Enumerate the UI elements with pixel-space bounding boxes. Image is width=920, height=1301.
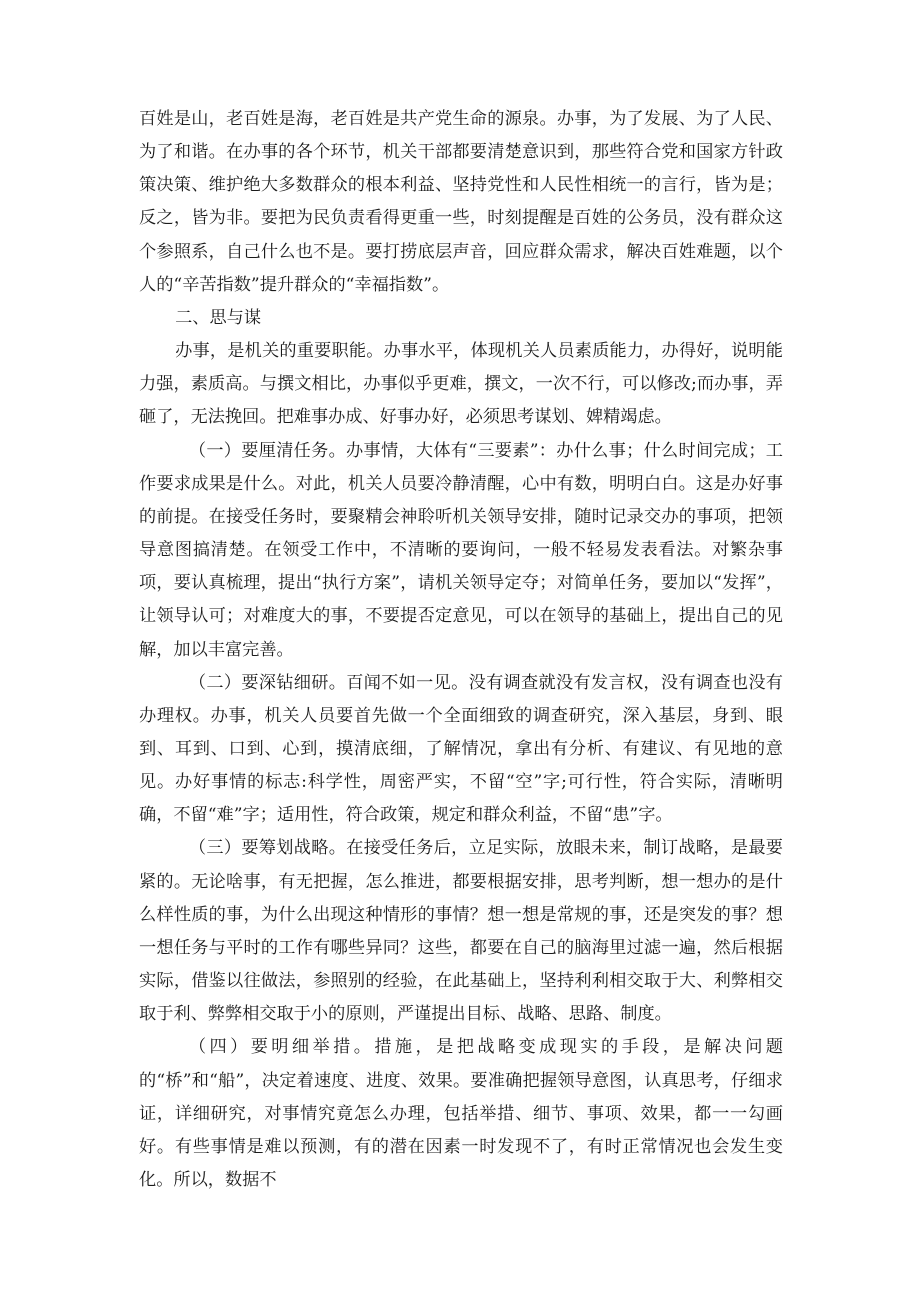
paragraph-item-4: （四）要明细举措。措施，是把战略变成现实的手段，是解决问题的“桥”和“船”，决定着速度、进度、效果。要准确把握领导意图，认真思考，仔细求证，详细研究，对事情究竟怎么办理，包括举措、细节、事项、效果，都一一勾画好。有些事情是难以预测，有的潜在因素一时发现不了，有时正常情况也会发生变化。所以，数据不 (139, 1037, 783, 1190)
document-body (139, 103, 783, 1197)
paragraph-item-3: （三）要筹划战略。在接受任务后，立足实际，放眼未来，制订战略，是最要紧的。无论啥事，有无把握，怎么推进，都要根据安排，思考判断，想一想办的是什么样性质的事，为什么出现这种情形的事情？想一想是常规的事，还是突发的事？想一想任务与平时的工作有哪些异同？这些，都要在自己的脑海里过滤一遍，然后根据实际，借鉴以往做法，参照别的经验，在此基础上，坚持利利相交取于大、利弊相交取于利、弊弊相交取于小的原则，严谨提出目标、战略、思路、制度。 (139, 838, 783, 1025)
paragraph-item-1: （一）要厘清任务。办事情，大体有“三要素”：办什么事；什么时间完成；工作要求成果是什么。对此，机关人员要冷静清醒，心中有数，明明白白。这是办好事的前提。在接受任务时，要聚精会神聆听机关领导安排，随时记录交办的事项，把领导意图搞清楚。在领受工作中，不清晰的要询问，一般不轻易发表看法。对繁杂事项，要认真梳理，提出“执行方案”，请机关领导定夺；对简单任务，要加以“发挥”，让领导认可；对难度大的事，不要提否定意见，可以在领导的基础上，提出自己的见解，加以丰富完善。 (139, 440, 783, 660)
paragraph-item-2: （二）要深钻细研。百闻不如一见。没有调查就没有发言权，没有调查也没有办理权。办事，机关人员要首先做一个全面细致的调查研究，深入基层，身到、眼到、耳到、口到、心到，摸清底细，了解情况，拿出有分析、有建议、有见地的意见。办好事情的标志:科学性，周密严实，不留“空”字;可行性，符合实际，清晰明确，不留“难”字；适用性，符合政策，规定和群众利益，不留“患”字。 (139, 672, 783, 826)
section-heading: 二、思与谋 (175, 307, 262, 328)
paragraph-continuation: 百姓是山，老百姓是海，老百姓是共产党生命的源泉。办事，为了发展、为了人民、为了和谐。在办事的各个环节，机关干部都要清楚意识到，那些符合党和国家方针政策决策、维护绝大多数群众的根本利益、坚持党性和人民性相统一的言行，皆为是；反之，皆为非。要把为民负责看得更重一些，时刻提醒是百姓的公务员，没有群众这个参照系，自己什么也不是。要打捞底层声音，回应群众需求，解决百姓难题，以个人的“辛苦指数”提升群众的“幸福指数”。 (139, 109, 783, 295)
paragraph-intro: 办事，是机关的重要职能。办事水平，体现机关人员素质能力，办得好，说明能力强，素质高。与撰文相比，办事似乎更难，撰文，一次不行，可以修改;而办事，弄砸了，无法挽回。把难事办成、好事办好，必须思考谋划、婢精竭虑。 (139, 341, 783, 428)
